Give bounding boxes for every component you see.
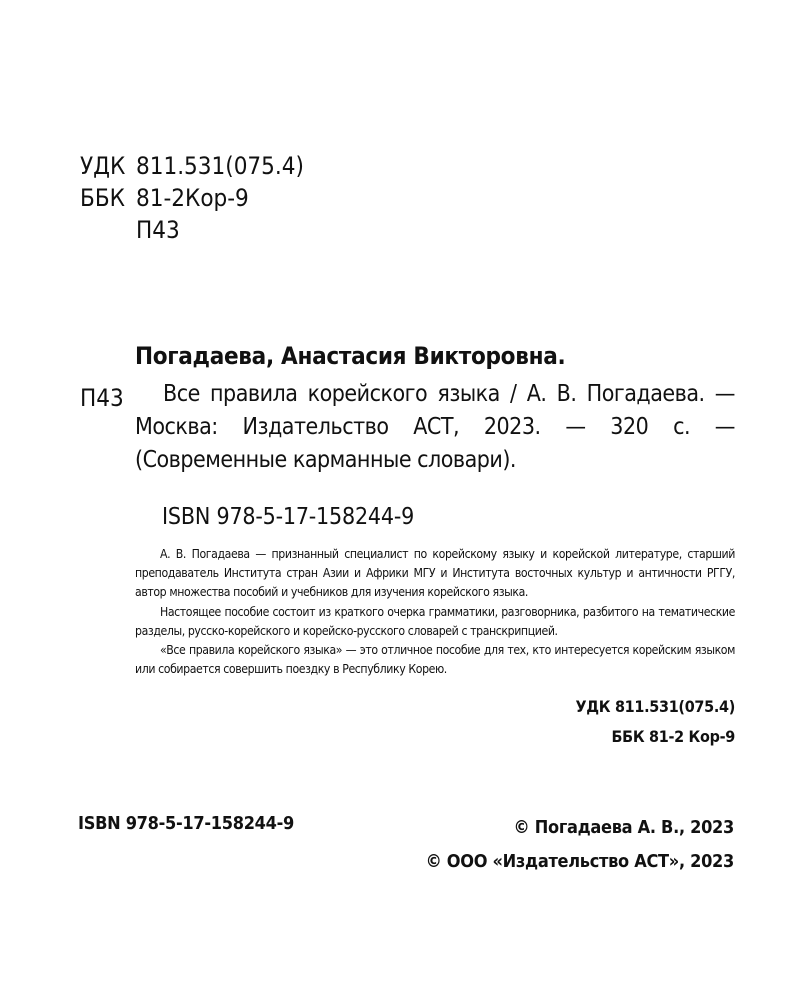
copyright-author: © Погадаева А. В., 2023 (513, 817, 734, 838)
bibliographic-description: Все правила корейского языка / А. В. Погадаева. — Москва: Издательство АСТ, 2023. — 320 с. — (Современные карманные словари). (135, 381, 735, 473)
annotation-paragraph: Настоящее пособие состоит из краткого очерка грамматики, разговорника, разбитого на тематические разделы, русско-корейского и корейско-русского словарей с транскрипцией. (135, 604, 735, 638)
footer-isbn: ISBN 978-5-17-158244-9 (78, 813, 294, 834)
udk-label: УДК (80, 152, 126, 180)
author-code: П43 (136, 216, 180, 244)
copyright-block (426, 811, 734, 879)
bbk-row (80, 182, 304, 214)
annotation-paragraph: «Все правила корейского языка» — это отличное пособие для тех, кто интересуется корейским языком или собирается совершить поездку в Республику Корею. (135, 643, 735, 677)
author-heading: Погадаева, Анастасия Викторовна. (135, 342, 566, 370)
bbk-label: ББК (80, 184, 125, 212)
author-code-row (80, 214, 304, 246)
classification-block (80, 150, 304, 246)
record-isbn: ISBN 978-5-17-158244-9 (162, 504, 415, 530)
annotation-paragraph: А. В. Погадаева — признанный специалист по корейскому языку и корейской литературе, старший преподаватель Института стран Азии и Африки МГУ и Института восточных культур и античности РГГУ, автор множества пособий и учебников для изучения корейского языка. (135, 547, 735, 600)
record-code: П43 (80, 384, 124, 412)
annotation (135, 545, 735, 679)
small-classification (575, 692, 735, 752)
bbk-value: 81-2Кор-9 (136, 184, 249, 212)
udk-row (80, 150, 304, 182)
small-udk: УДК 811.531(075.4) (575, 697, 735, 716)
copyright-publisher: © ООО «Издательство АСТ», 2023 (425, 851, 734, 872)
udk-value: 811.531(075.4) (136, 152, 304, 180)
small-bbk: ББК 81-2 Кор-9 (611, 727, 735, 746)
